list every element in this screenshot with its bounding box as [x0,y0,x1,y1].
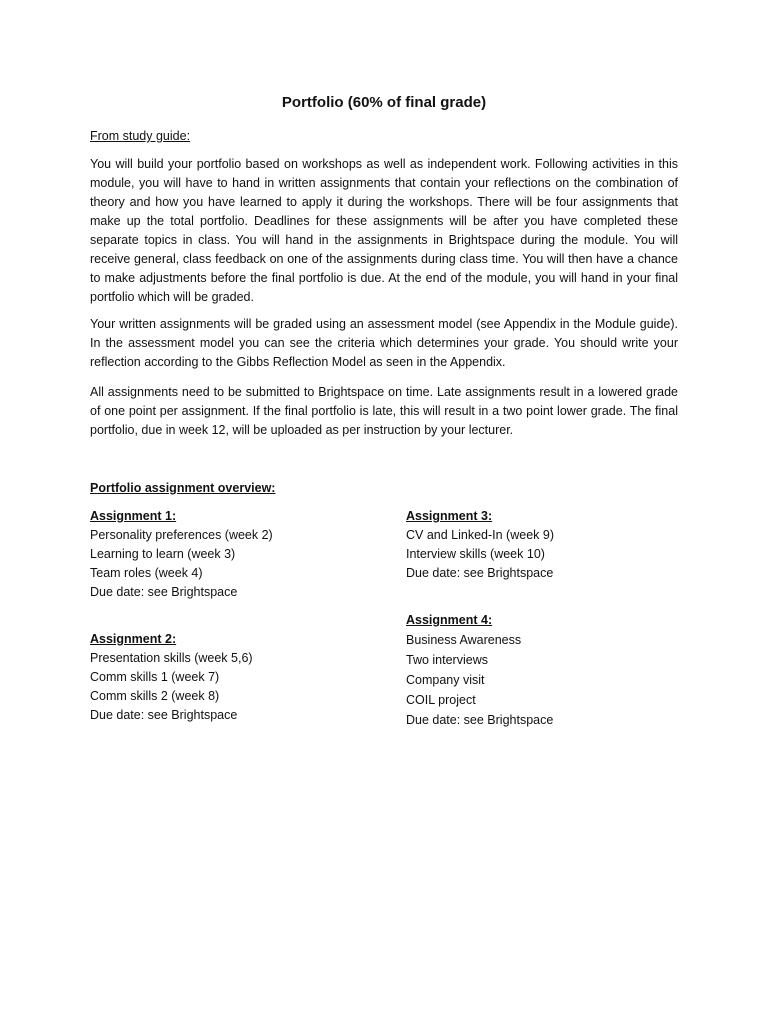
list-item: Learning to learn (week 3) [90,547,236,561]
paragraph-1: You will build your portfolio based on workshops as well as independent work. Following activities in this module, you will have to hand in written assignments that contain your reflections on the combination of theory and how you have learned to apply it during the workshops. There will be four assignments that make up the total portfolio. Deadlines for these assignments will be after you have completed these separate topics in class. You will hand in the assignments in Brightspace during the module. You will receive general, class feedback on one of the assignments during class time. You will then have a chance to make adjustments before the final portfolio is due. At the end of the module, you will hand in your final portfolio which will be graded. [90,157,678,304]
assignment-2-heading: Assignment 2: [90,632,177,646]
list-item: Business Awareness [406,633,522,647]
assignment-4-heading: Assignment 4: [406,613,493,627]
list-item: Team roles (week 4) [90,566,203,580]
assignment-1-heading: Assignment 1: [90,509,177,523]
due-date: Due date: see Brightspace [406,713,554,727]
due-date: Due date: see Brightspace [90,708,238,722]
document-title: Portfolio (60% of final grade) [281,94,487,111]
list-item: Comm skills 2 (week 8) [90,689,220,703]
assignment-2-list [90,649,380,725]
due-date: Due date: see Brightspace [90,585,238,599]
list-item: COIL project [406,693,476,707]
list-item: CV and Linked-In (week 9) [406,528,554,542]
assignment-1-list [90,526,380,602]
assignment-3-heading: Assignment 3: [406,509,493,523]
list-item: Comm skills 1 (week 7) [90,670,220,684]
list-item: Two interviews [406,653,488,667]
assignment-3-block [406,507,696,583]
assignment-4-list [406,630,696,730]
list-item: Company visit [406,673,485,687]
section-label: From study guide: [90,129,191,143]
due-date: Due date: see Brightspace [406,566,554,580]
list-item: Presentation skills (week 5,6) [90,651,253,665]
list-item: Interview skills (week 10) [406,547,545,561]
assignment-1-block [90,507,380,602]
assignment-4-block [406,611,696,730]
paragraph-2: Your written assignments will be graded using an assessment model (see Appendix in the Module guide). In the assessment model you can see the criteria which determines your grade. You should write your reflection according to the Gibbs Reflection Model as seen in the Appendix. [90,317,678,369]
list-item: Personality preferences (week 2) [90,528,273,542]
paragraph-3: All assignments need to be submitted to Brightspace on time. Late assignments result in a lowered grade of one point per assignment. If the final portfolio is late, this will result in a two point lower grade. The final portfolio, due in week 12, will be uploaded as per instruction by your lecturer. [90,385,678,437]
assignment-3-list [406,526,696,583]
assignment-2-block [90,630,380,725]
overview-heading: Portfolio assignment overview: [90,481,276,495]
